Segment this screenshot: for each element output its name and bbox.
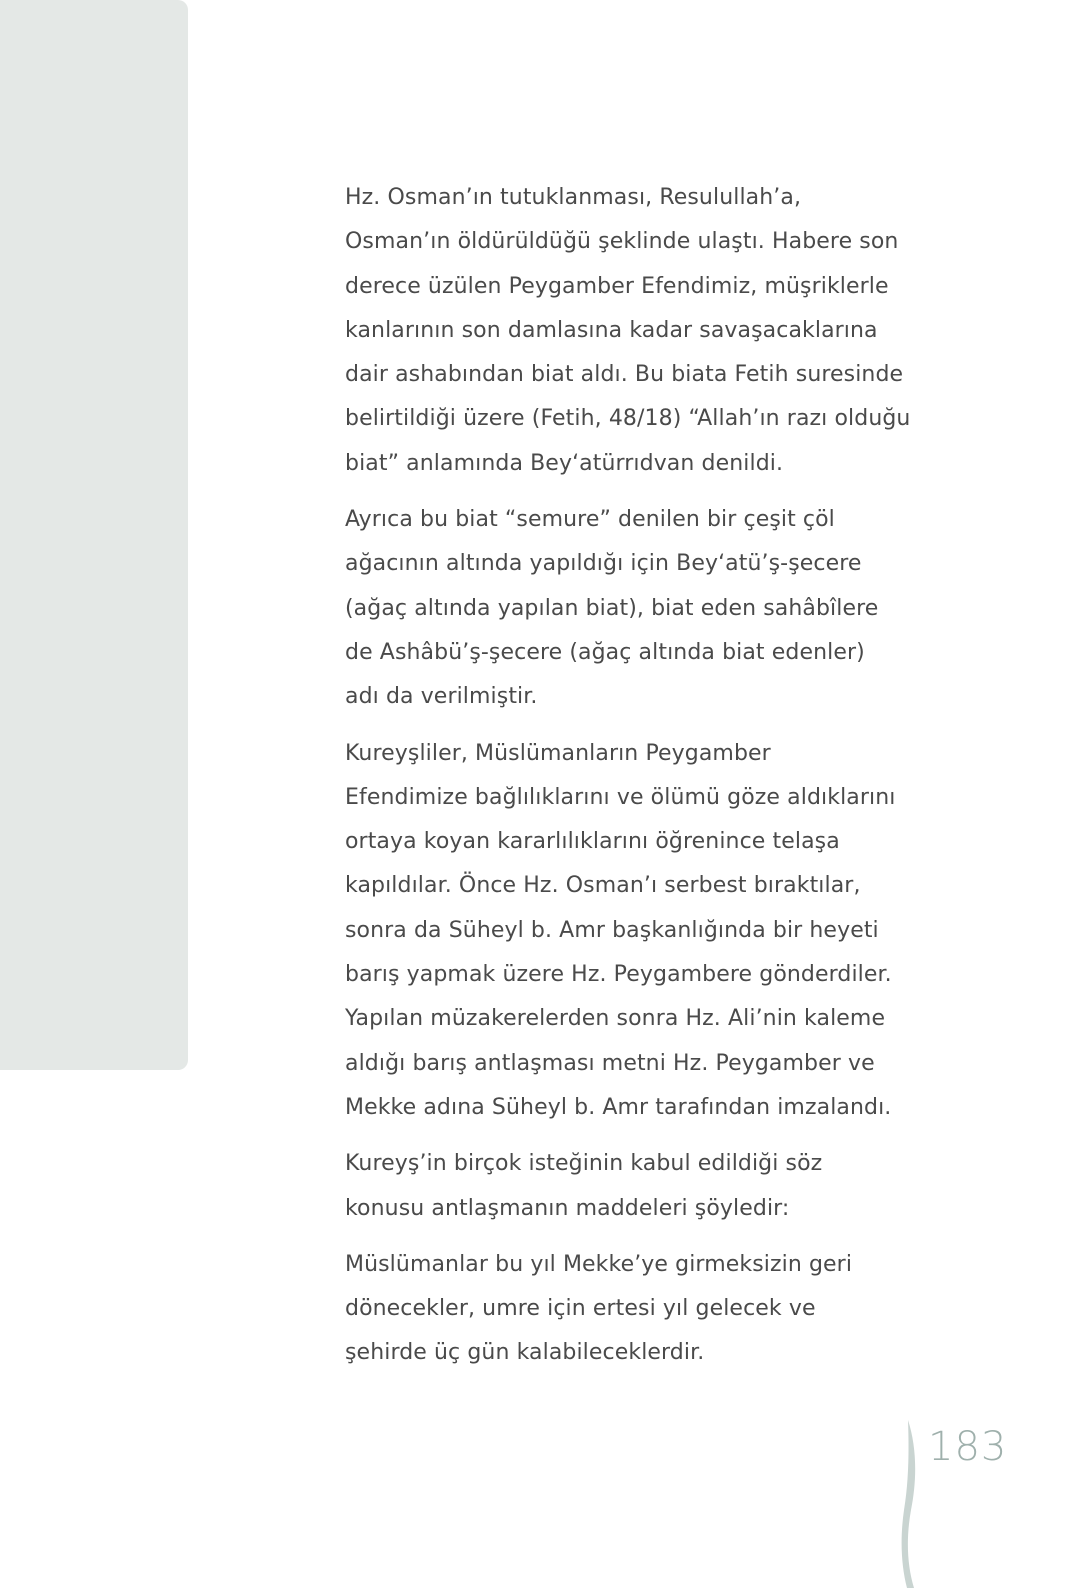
text-line: kapıldılar. Önce Hz. Osman’ı serbest bıraktılar,	[345, 873, 861, 899]
text-line: sonra da Süheyl b. Amr başkanlığında bir heyeti	[345, 917, 879, 943]
text-line: derece üzülen Peygamber Efendimiz, müşriklerle	[345, 273, 889, 299]
paragraph-1	[345, 176, 911, 486]
paragraph-2	[345, 498, 905, 719]
text-line: adı da verilmiştir.	[345, 684, 538, 710]
text-line: Ayrıca bu biat “semure” denilen bir çeşit çöl	[345, 507, 835, 533]
text-line: Kureyş’in birçok isteğinin kabul edildiği söz	[345, 1151, 823, 1177]
text-line: Mekke adına Süheyl b. Amr tarafından imzalandı.	[345, 1094, 892, 1120]
page-number: 183	[928, 1424, 1008, 1470]
paragraph-5	[345, 1243, 905, 1376]
text-line: aldığı barış antlaşması metni Hz. Peygamber ve	[345, 1050, 875, 1076]
leaf-ornament-icon	[896, 1420, 926, 1588]
text-line: belirtildiği üzere (Fetih, 48/18) “Allah’ın razı olduğu	[345, 406, 911, 432]
text-line: kanlarının son damlasına kadar savaşacaklarına	[345, 317, 878, 343]
text-line: ortaya koyan kararlılıklarını öğrenince telaşa	[345, 829, 840, 855]
text-line: konusu antlaşmanın maddeleri şöyledir:	[345, 1195, 790, 1221]
text-line: barış yapmak üzere Hz. Peygambere gönderdiler.	[345, 962, 892, 988]
text-line: biat” anlamında Bey‘atürrıdvan denildi.	[345, 450, 784, 476]
text-line: (ağaç altında yapılan biat), biat eden sahâbîlere	[345, 595, 879, 621]
text-line: de Ashâbü’ş-şecere (ağaç altında biat edenler)	[345, 639, 865, 665]
paragraph-4	[345, 1142, 905, 1231]
text-line: dönecekler, umre için ertesi yıl gelecek ve	[345, 1296, 816, 1322]
text-line: Hz. Osman’ın tutuklanması, Resulullah’a,	[345, 185, 802, 210]
side-panel	[0, 0, 188, 1070]
paragraph-3	[345, 732, 905, 1131]
text-line: dair ashabından biat aldı. Bu biata Fetih suresinde	[345, 362, 904, 388]
text-line: şehirde üç gün kalabileceklerdir.	[345, 1340, 705, 1366]
text-line: Yapılan müzakerelerden sonra Hz. Ali’nin kaleme	[345, 1006, 886, 1032]
text-line: Osman’ın öldürüldüğü şeklinde ulaştı. Habere son	[345, 229, 899, 255]
text-line: Kureyşliler, Müslümanların Peygamber	[345, 740, 771, 766]
text-body	[345, 176, 911, 1388]
text-line: Müslümanlar bu yıl Mekke’ye girmeksizin geri	[345, 1251, 853, 1277]
text-line: Efendimize bağlılıklarını ve ölümü göze aldıklarını	[345, 784, 896, 810]
page-number-block	[896, 1420, 1006, 1588]
text-line: ağacının altında yapıldığı için Bey‘atü’ş-şecere	[345, 551, 862, 577]
